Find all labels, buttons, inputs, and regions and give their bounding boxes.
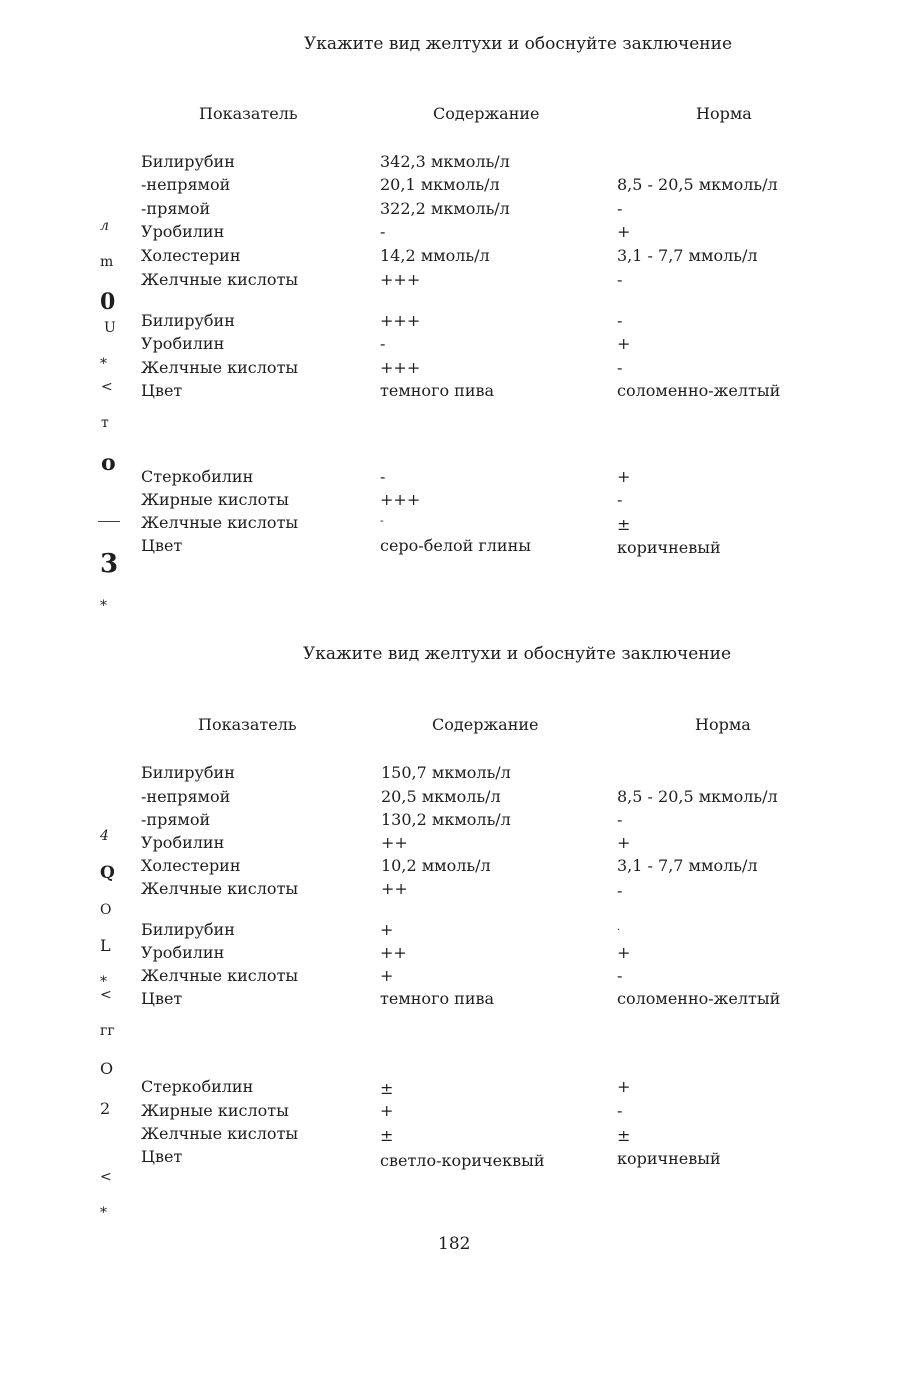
task-1-col-header-content: Содержание [433,104,540,123]
content-cell: +++ [380,490,421,509]
indicator-cell: Холестерин [141,856,241,875]
norm-cell: 8,5 - 20,5 мкмоль/л [617,175,778,194]
norm-cell: 8,5 - 20,5 мкмоль/л [617,787,778,806]
content-cell: ++ [381,833,408,852]
norm-cell: коричневый [617,538,721,557]
content-cell: - [380,334,386,353]
norm-cell: коричневый [617,1149,721,1168]
indicator-cell: Жирные кислоты [141,1101,289,1120]
task-2-urine-side-label: < гг О 2 [100,987,115,1118]
indicator-cell: Цвет [141,381,183,400]
content-cell: темного пива [380,381,495,400]
content-cell: + [380,920,394,939]
norm-cell: 3,1 - 7,7 ммоль/л [617,246,758,265]
norm-cell: - [617,490,623,509]
task-2-heading: Укажите вид желтухи и обоснуйте заключение [303,644,732,664]
task-1-feces-side-label: 3 * [100,549,119,614]
indicator-cell: Билирубин [141,311,235,330]
norm-cell: соломенно-желтый [617,381,781,400]
norm-cell: + [617,334,631,353]
indicator-cell: Уробилин [141,222,225,241]
norm-cell: - [617,881,623,900]
indicator-cell: Желчные кислоты [141,270,299,289]
task-2-blood-side-label: 4 Q О L * [100,828,115,990]
content-cell: серо-белой глины [380,536,531,555]
task-1-col-header-indicator: Показатель [199,104,298,123]
content-cell: +++ [380,311,421,330]
norm-cell: - [617,1101,623,1120]
norm-cell: ± [617,515,631,534]
indicator-cell: -непрямой [141,175,231,194]
indicator-cell: Желчные кислоты [141,358,299,377]
content-cell: +++ [380,270,421,289]
content-cell: темного пива [380,989,495,1008]
indicator-cell: Желчные кислоты [141,1124,299,1143]
content-cell: + [380,1101,394,1120]
norm-cell: . [617,922,621,933]
page-number: 182 [438,1234,471,1254]
indicator-cell: Жирные кислоты [141,490,289,509]
content-cell: 342,3 мкмоль/л [380,152,510,171]
content-cell: 130,2 мкмоль/л [381,810,511,829]
norm-cell: + [617,1077,631,1096]
content-cell: 20,1 мкмоль/л [380,175,500,194]
indicator-cell: Цвет [141,1147,183,1166]
task-2-col-header-content: Содержание [432,715,539,734]
norm-cell: ± [617,1126,631,1145]
content-cell: 20,5 мкмоль/л [381,787,501,806]
task-2-feces-side-label: < * [100,1169,112,1221]
norm-cell: + [617,467,631,486]
indicator-cell: Билирубин [141,763,235,782]
indicator-cell: Желчные кислоты [141,879,299,898]
indicator-cell: Уробилин [141,943,225,962]
norm-cell: 3,1 - 7,7 ммоль/л [617,856,758,875]
norm-cell: - [617,270,623,289]
norm-cell: - [617,966,623,985]
indicator-cell: Желчные кислоты [141,966,299,985]
content-cell: ± [380,1126,394,1145]
content-cell: 150,7 мкмоль/л [381,763,511,782]
indicator-cell: Цвет [141,989,183,1008]
indicator-cell: -непрямой [141,787,231,806]
content-cell: светло-коричеквый [380,1151,545,1170]
task-1-heading: Укажите вид желтухи и обоснуйте заключение [304,34,733,54]
indicator-cell: Уробилин [141,334,225,353]
norm-cell: - [617,810,623,829]
norm-cell: - [617,311,623,330]
task-1-col-header-norm: Норма [696,104,752,123]
indicator-cell: -прямой [141,810,211,829]
norm-cell: - [617,199,623,218]
content-cell: +++ [380,358,421,377]
content-cell: ± [380,1079,394,1098]
task-1-urine-side-label: < т о [101,379,116,476]
indicator-cell: Желчные кислоты [141,513,299,532]
task-2-col-header-norm: Норма [695,715,751,734]
indicator-cell: -прямой [141,199,211,218]
task-1-feces-side-rule [98,521,120,522]
norm-cell: соломенно-желтый [617,989,781,1008]
content-cell: ++ [381,879,408,898]
indicator-cell: Стеркобилин [141,467,254,486]
task-2-col-header-indicator: Показатель [198,715,297,734]
norm-cell: + [617,833,631,852]
content-cell: + [380,966,394,985]
content-cell: - [380,467,386,486]
content-cell: 10,2 ммоль/л [381,856,491,875]
indicator-cell: Стеркобилин [141,1077,254,1096]
indicator-cell: Холестерин [141,246,241,265]
indicator-cell: Уробилин [141,833,225,852]
task-1-blood-side-label: л m 0 U * [100,218,116,372]
indicator-cell: Цвет [141,536,183,555]
content-cell: - [380,514,384,527]
content-cell: 322,2 мкмоль/л [380,199,510,218]
norm-cell: + [617,943,631,962]
content-cell: ++ [380,943,407,962]
indicator-cell: Билирубин [141,920,235,939]
norm-cell: + [617,222,631,241]
content-cell: - [380,222,386,241]
norm-cell: - [617,358,623,377]
indicator-cell: Билирубин [141,152,235,171]
content-cell: 14,2 ммоль/л [380,246,490,265]
